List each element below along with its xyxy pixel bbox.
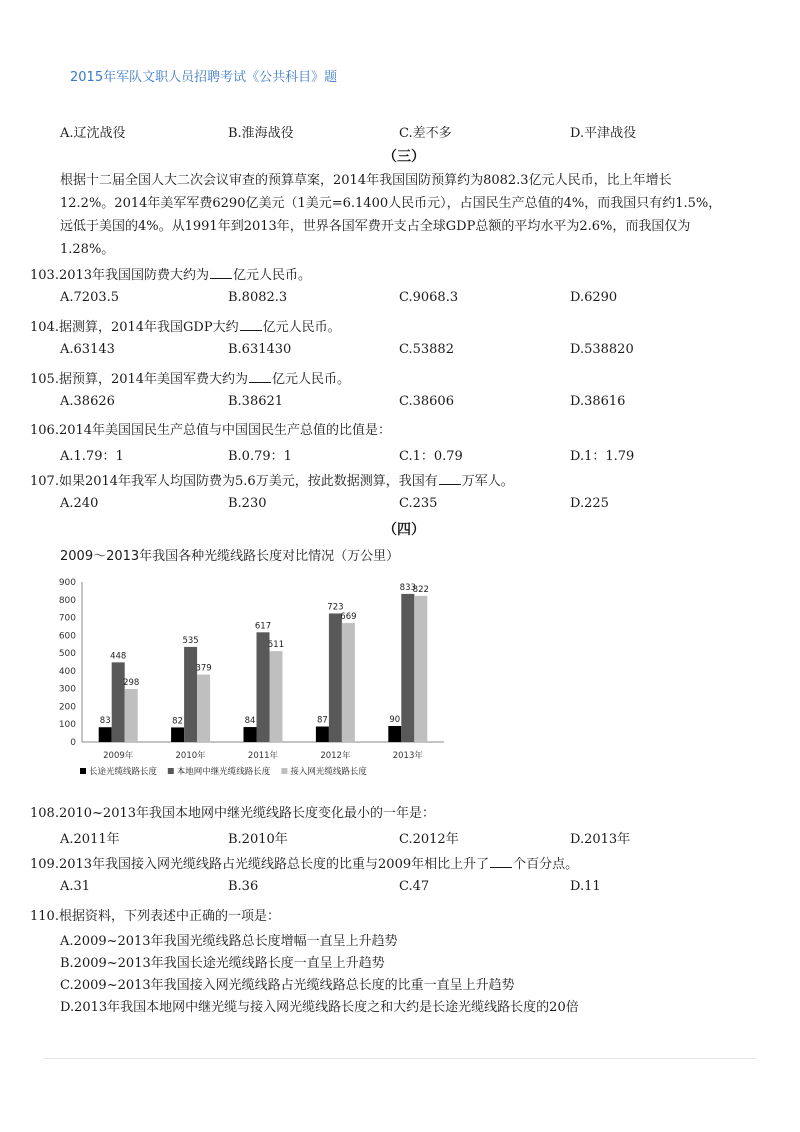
- question-103: [30, 264, 311, 283]
- question-stem-tail: 亿元人民币。: [233, 268, 312, 283]
- option-d: D.38616: [570, 394, 626, 409]
- x-tick-label: 2009年: [103, 751, 134, 761]
- bar: [342, 623, 355, 742]
- data-label: 617: [254, 621, 272, 632]
- section3-para-line-2: 12.2%。2014年美军军费6290亿美元（1美元=6.1400人民币元），占国民生产总值的4%，而我国只有约1.5%，: [60, 196, 722, 211]
- option-a: A.38626: [60, 394, 115, 409]
- legend-swatch: [80, 768, 86, 774]
- data-label: 723: [327, 602, 344, 613]
- option-a: A.63143: [60, 342, 115, 357]
- option-d: D.6290: [570, 290, 618, 305]
- y-tick-label: 600: [58, 631, 76, 642]
- question-stem: 103.2013年我国国防费大约为: [30, 268, 210, 283]
- question-stem-tail: 万军人。: [461, 474, 514, 489]
- option-c: C.53882: [399, 342, 454, 357]
- question-110: 110.根据资料，下列表述中正确的一项是：: [30, 909, 280, 924]
- y-tick-label: 100: [58, 720, 76, 731]
- data-label: 833: [399, 582, 416, 593]
- option-b: B.36: [228, 879, 259, 894]
- legend-swatch: [168, 768, 174, 774]
- bar: [244, 727, 257, 742]
- option-c: C.47: [399, 879, 430, 894]
- data-label: 298: [123, 678, 140, 689]
- question-104: [30, 316, 341, 335]
- option-c: C.38606: [399, 394, 454, 409]
- question-107: [30, 470, 514, 489]
- answer-blank: [249, 370, 271, 383]
- option-c: C.235: [399, 496, 438, 511]
- option-b: B.2009~2013年我国长途光缆线路长度一直呈上升趋势: [60, 956, 385, 971]
- prev-option-a: A.辽沈战役: [60, 126, 126, 141]
- option-d: D.2013年: [570, 832, 631, 847]
- legend-label: 本地网中继光缆线路长度: [176, 767, 271, 777]
- option-d: D.1：1.79: [570, 449, 635, 464]
- question-stem: 105.据预算，2014年美国军费大约为: [30, 372, 249, 387]
- question-stem: 108.2010~2013年我国本地网中继光缆线路长度变化最小的一年是：: [30, 806, 436, 821]
- x-tick-label: 2012年: [320, 751, 351, 761]
- data-label: 669: [340, 612, 357, 623]
- option-b: B.631430: [228, 342, 292, 357]
- answer-blank: [439, 472, 461, 485]
- document-header: 2015年军队文职人员招聘考试《公共科目》题: [70, 70, 338, 85]
- prev-option-c: C.差不多: [399, 126, 452, 141]
- option-b: B.38621: [228, 394, 284, 409]
- question-stem: 109.2013年我国接入网光缆线路占光缆线路总长度的比重与2009年相比上升了: [30, 857, 490, 872]
- x-tick-label: 2010年: [175, 751, 206, 761]
- data-label: 84: [244, 716, 256, 727]
- bar: [112, 662, 125, 742]
- option-b: B.8082.3: [228, 290, 288, 305]
- data-label: 83: [99, 716, 111, 727]
- option-c: C.2012年: [399, 832, 459, 847]
- option-d: D.538820: [570, 342, 634, 357]
- data-label: 87: [316, 715, 328, 726]
- bar: [270, 651, 283, 742]
- x-tick-label: 2011年: [247, 751, 279, 761]
- y-tick-label: 700: [58, 613, 76, 624]
- question-stem-tail: 亿元人民币。: [262, 320, 341, 335]
- y-tick-label: 0: [70, 738, 76, 748]
- bar: [388, 726, 401, 742]
- bar-chart: [40, 570, 460, 790]
- option-d: D.2013年我国本地网中继光缆与接入网光缆线路长度之和大约是长途光缆线路长度的20倍: [60, 1000, 579, 1015]
- option-a: A.240: [60, 496, 99, 511]
- bar: [184, 647, 197, 742]
- section3-para-line-3: 远低于美国的4%。从1991年到2013年，世界各国军费开支占全球GDP总额的平均水平为2.6%，而我国仅为: [60, 219, 691, 234]
- answer-blank: [240, 318, 262, 331]
- option-c: C.9068.3: [399, 290, 459, 305]
- chart-title: 2009～2013年我国各种光缆线路长度对比情况（万公里）: [60, 549, 400, 564]
- bar: [99, 727, 112, 742]
- bar: [316, 727, 329, 742]
- question-stem: 107.如果2014年我军人均国防费为5.6万美元，按此数据测算，我国有: [30, 474, 438, 489]
- bar: [329, 613, 342, 742]
- answer-blank: [490, 855, 512, 868]
- option-a: A.31: [60, 879, 91, 894]
- data-label: 511: [267, 640, 285, 651]
- option-a: A.1.79：1: [60, 449, 124, 464]
- option-c: C.2009~2013年我国接入网光缆线路占光缆线路总长度的比重一直呈上升趋势: [60, 978, 515, 993]
- option-d: D.11: [570, 879, 601, 894]
- bar: [197, 675, 210, 742]
- question-108: [30, 802, 435, 821]
- answer-blank: [210, 266, 232, 279]
- option-a: A.2011年: [60, 832, 120, 847]
- y-tick-label: 500: [58, 649, 76, 660]
- question-stem: 104.据测算，2014年我国GDP大约: [30, 320, 239, 335]
- option-c: C.1：0.79: [399, 449, 463, 464]
- question-stem-tail: 个百分点。: [513, 857, 579, 872]
- bar: [125, 689, 138, 742]
- y-tick-label: 800: [58, 595, 76, 606]
- question-stem-tail: 亿元人民币。: [272, 372, 351, 387]
- section-title-4: （四）: [383, 522, 425, 538]
- x-tick-label: 2013年: [392, 751, 423, 761]
- question-stem: 106.2014年美国国民生产总值与中国国民生产总值的比值是：: [30, 423, 392, 438]
- legend-label: 接入网光缆线路长度: [290, 767, 367, 777]
- question-109: [30, 853, 578, 872]
- bar: [414, 596, 427, 742]
- bar: [171, 727, 184, 742]
- data-label: 535: [182, 635, 199, 646]
- footer-divider: [44, 1058, 756, 1059]
- section3-para-line-4: 1.28%。: [60, 242, 115, 257]
- y-tick-label: 400: [58, 666, 76, 677]
- data-label: 379: [195, 663, 212, 674]
- section3-para-line-1: 根据十二届全国人大二次会议审查的预算草案，2014年我国国防预算约为8082.3亿元人民币，比上年增长: [60, 173, 672, 188]
- option-b: B.2010年: [228, 832, 288, 847]
- question-105: [30, 368, 350, 387]
- section-title-3: （三）: [383, 149, 425, 165]
- data-label: 822: [412, 584, 429, 595]
- option-a: A.2009~2013年我国光缆线路总长度增幅一直呈上升趋势: [60, 934, 398, 949]
- y-tick-label: 300: [58, 684, 76, 695]
- legend-label: 长途光缆线路长度: [89, 767, 158, 777]
- question-106: [30, 419, 391, 438]
- bar: [401, 594, 414, 742]
- y-tick-label: 900: [58, 578, 76, 588]
- data-label: 90: [389, 715, 401, 725]
- legend-swatch: [281, 768, 287, 774]
- option-d: D.225: [570, 496, 609, 511]
- prev-option-d: D.平津战役: [570, 126, 637, 141]
- option-b: B.0.79：1: [228, 449, 292, 464]
- y-tick-label: 200: [58, 702, 76, 713]
- option-a: A.7203.5: [60, 290, 120, 305]
- option-b: B.230: [228, 496, 267, 511]
- data-label: 82: [172, 716, 184, 727]
- prev-option-b: B.淮海战役: [228, 126, 294, 141]
- data-label: 448: [110, 651, 127, 662]
